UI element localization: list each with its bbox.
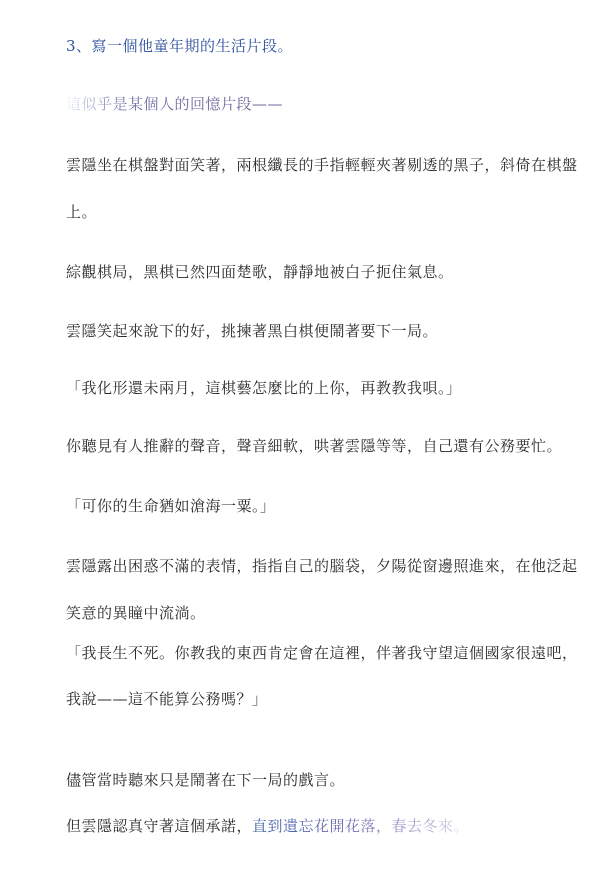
paragraph-3: 雲隱笑起來說下的好，挑揀著黑白棋便鬧著要下一局。 xyxy=(66,322,439,340)
paragraph-5-line-2: 笑意的異瞳中流淌。 xyxy=(66,604,206,622)
paragraph-4: 你聽見有人推辭的聲音，聲音細軟，哄著雲隱等等，自己還有公務要忙。 xyxy=(66,437,563,455)
quote-3-line-1: 「我長生不死。你教我的東西肯定會在這裡，伴著我守望這個國家很遠吧， xyxy=(66,644,578,662)
quote-3-line-2: 我說——這不能算公務嗎？」 xyxy=(66,690,268,708)
paragraph-5-line-1: 雲隱露出困惑不滿的表情，指指自己的腦袋，夕陽從窗邊照進來，在他泛起 xyxy=(66,557,578,575)
paragraph-7-gradient-tail: 直到遺忘花開花落，春去冬來。 xyxy=(252,817,470,835)
paragraph-1-line-2: 上。 xyxy=(66,203,98,221)
paragraph-6: 儘管當時聽來只是鬧著在下一局的戲言。 xyxy=(66,771,346,789)
quote-1: 「我化形還未兩月，這棋藝怎麼比的上你，再教教我唄。」 xyxy=(66,379,462,397)
paragraph-2: 綜觀棋局，黑棋已然四面楚歌，靜靜地被白子扼住氣息。 xyxy=(66,263,454,281)
paragraph-7-plain: 但雲隱認真守著這個承諾， xyxy=(66,817,253,835)
quote-2: 「可你的生命猶如滄海一粟。」 xyxy=(66,497,276,515)
paragraph-7 xyxy=(66,816,469,836)
section-heading: 3、寫一個他童年期的生活片段。 xyxy=(66,37,294,55)
subtitle-memory: 這似乎是某個人的回憶片段—— xyxy=(66,95,284,113)
paragraph-1-line-1: 雲隱坐在棋盤對面笑著，兩根纖長的手指輕輕夾著剔透的黑子，斜倚在棋盤 xyxy=(66,156,578,174)
